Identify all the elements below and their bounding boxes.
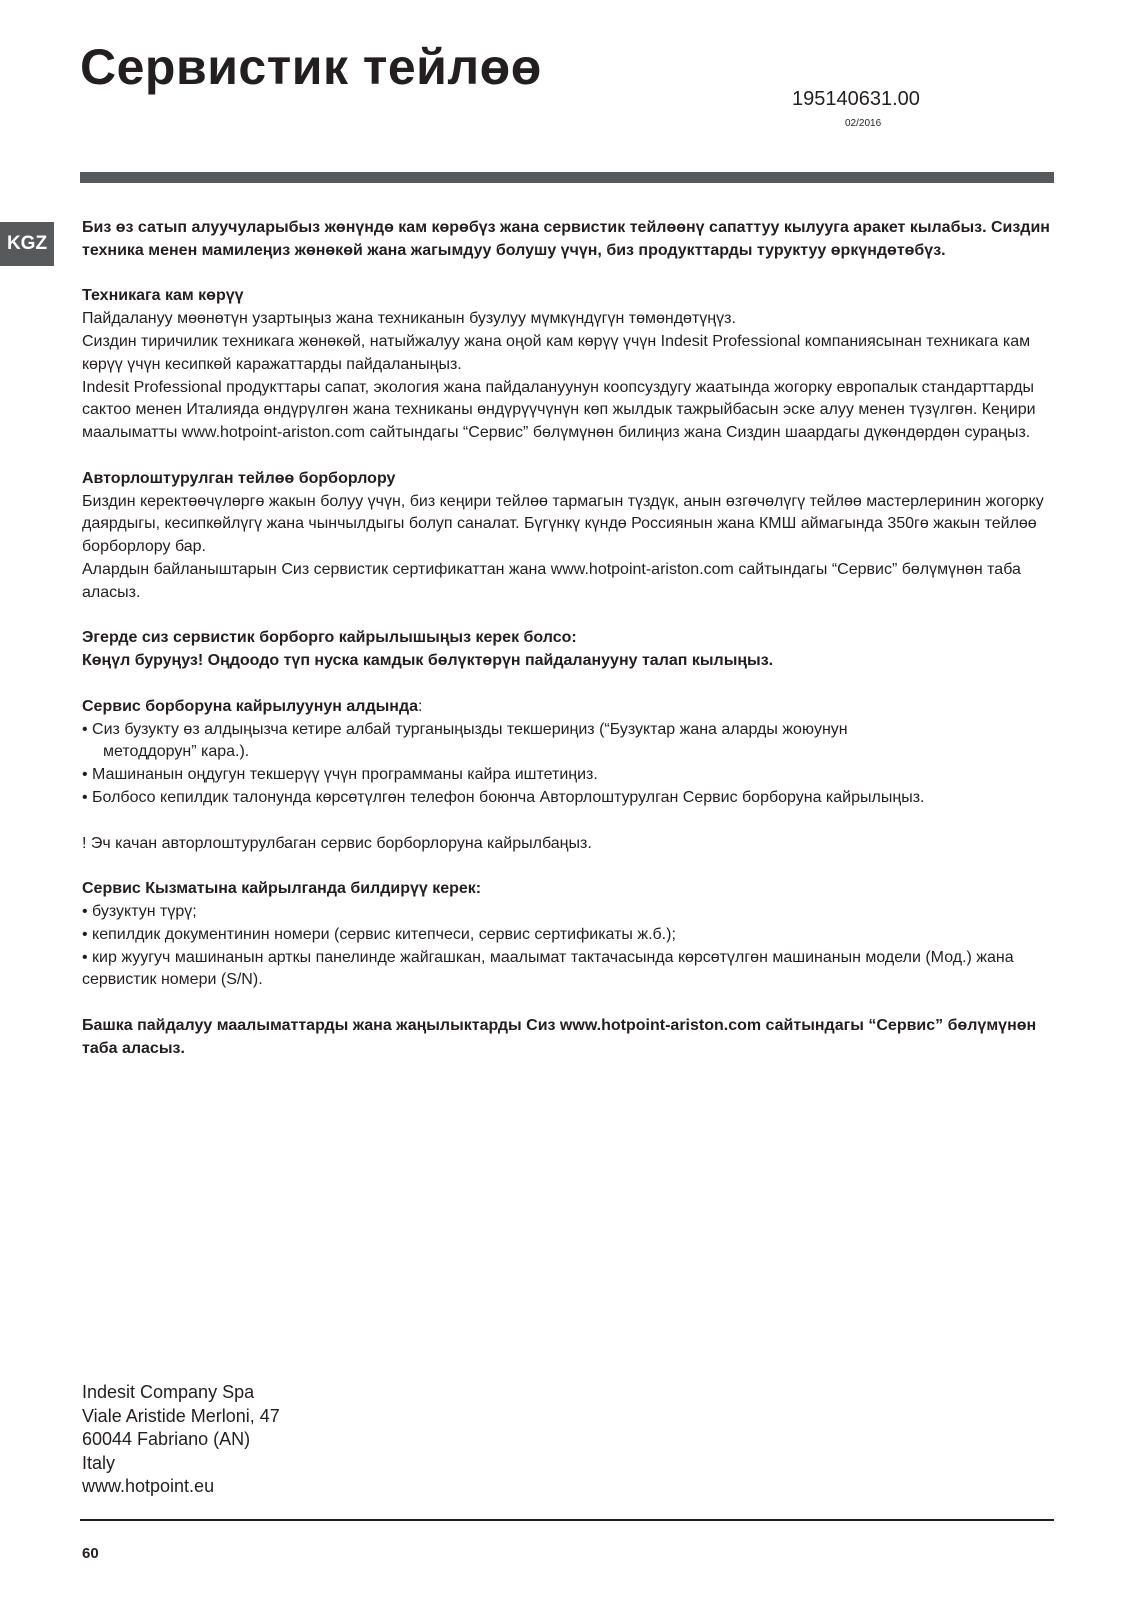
- report-bullet-1: • бузуктун түрү;: [82, 902, 197, 920]
- page-number: 60: [82, 1545, 99, 1562]
- footer-divider: [80, 1519, 1054, 1521]
- closing-paragraph: Башка пайдалуу маалыматтарды жана жаңылыктарды Сиз www.hotpoint-ariston.com сайтындагы “Сервис” бөлүмүнөн таба аласыз.: [82, 1016, 1037, 1057]
- before-bullet-1-cont: методдорун” кара.).: [103, 743, 250, 761]
- language-tab: KGZ: [0, 222, 54, 266]
- notice-line-1: Эгерде сиз сервистик борборго кайрылышыңыз керек болсо:: [82, 629, 577, 647]
- before-heading-suffix: :: [418, 697, 423, 715]
- report-bullet-3: • кир жуугуч машинанын арткы панелинде жайгашкан, маалымат тактачасында көрсөтүлгөн машинанын модели (Мод.) жана сервистик номери (S/N).: [82, 948, 1014, 989]
- report-bullet-2: • кепилдик документинин номери (сервис китепчеси, сервис сертификаты ж.б.);: [82, 925, 676, 943]
- document-number: 195140631.00: [792, 88, 920, 110]
- centers-line-2: Алардын байланыштарын Сиз сервистик сертификаттан жана www.hotpoint-ariston.com сайтындагы “Сервис” бөлүмүнөн таба аласыз.: [82, 560, 1021, 601]
- before-bullet-3: • Болбосо кепилдик талонунда көрсөтүлгөн телефон боюнча Авторлоштурулган Сервис борборуна кайрылыңыз.: [82, 788, 925, 806]
- warning-line: ! Эч качан авторлоштурулбаган сервис борборлоруна кайрылбаңыз.: [82, 834, 592, 852]
- before-heading-line: [82, 696, 1054, 719]
- before-bullet-2: • Машинанын оңдугун текшерүү үчүн программаны кайра иштетиңиз.: [82, 766, 598, 784]
- care-line-3: Indesit Professional продукттары сапат, экология жана пайдалануунун коопсуздугу жаатында жогорку европалык стандарттарды сактоо менен Италияда өндүрүлгөн жана техниканы өндүрүүчүнүн көп жылдык тажрыйбасын эске алуу менен түзүлгөн. Кеңири маалыматты www.hotpoint-ariston.com сайтындагы “Сервис” бөлүмүнөн билиңиз жана Сиздин шаардагы дүкөндөрдөн сураңыз.: [82, 378, 1036, 442]
- report-heading: Сервис Кызматына кайрылганда билдирүү керек:: [82, 880, 482, 898]
- intro-paragraph: Биз өз сатып алуучуларыбыз жөнүндө кам көрөбүз жана сервистик тейлөөнү сапаттуу кылууга аракет кылабыз. Сиздин техника менен мамилеңиз жөнөкөй жана жагымдуу болушу үчүн, биз продукттарды туруктуу өркүндөтөбүз.: [82, 219, 1050, 259]
- centers-line-1: Биздин керектөөчүлөргө жакын болуу үчүн, биз кеңири тейлөө тармагын түздүк, анын өзгөчөлүгү тейлөө мастерлеринин жогорку даярдыгы, кесипкөйлүгү жана чынчылдыгы болуп саналат. Бүгүнкү күндө Россиянын жана КМШ аймагында 350гө жакын тейлөө борборлору бар.: [82, 492, 1044, 556]
- page-title: Сервистик тейлөө: [80, 39, 542, 95]
- address-line-street: Viale Aristide Merloni, 47: [82, 1405, 280, 1426]
- header-divider-bar: [80, 172, 1054, 183]
- address-line-company: Indesit Company Spa: [82, 1382, 255, 1402]
- centers-heading: Авторлоштурулган тейлөө борборлору: [82, 469, 396, 487]
- document-date: 02/2016: [845, 118, 882, 129]
- before-heading: Сервис борборуна кайрылуунун алдында: [82, 697, 418, 715]
- company-address: [82, 1381, 280, 1499]
- main-content: [82, 217, 1054, 1060]
- care-line-1: Пайдалануу мөөнөтүн узартыңыз жана техниканын бузулуу мүмкүндүгүн төмөндөтүңүз.: [82, 310, 736, 328]
- care-line-2: Сиздин тиричилик техникага жөнөкөй, натыйжалуу жана оңой кам көрүү үчүн Indesit Professional компаниясынан техникага кам көрүү үчүн кесипкөй каражаттарды пайдаланыңыз.: [82, 332, 1031, 373]
- address-line-country: Italy: [82, 1452, 116, 1473]
- address-line-website: www.hotpoint.eu: [82, 1476, 215, 1496]
- care-heading: Техникага кам көрүү: [82, 287, 244, 305]
- notice-line-2: Көңүл буруңуз! Оңдоодо түп нуска камдык бөлүктөрүн пайдаланууну талап кылыңыз.: [82, 652, 774, 670]
- address-line-city: 60044 Fabriano (AN): [82, 1429, 251, 1449]
- before-bullet-1: • Сиз бузукту өз алдыңызча кетире албай турганыңызды текшериңиз (“Бузуктар жана аларды жоюунун: [82, 720, 848, 738]
